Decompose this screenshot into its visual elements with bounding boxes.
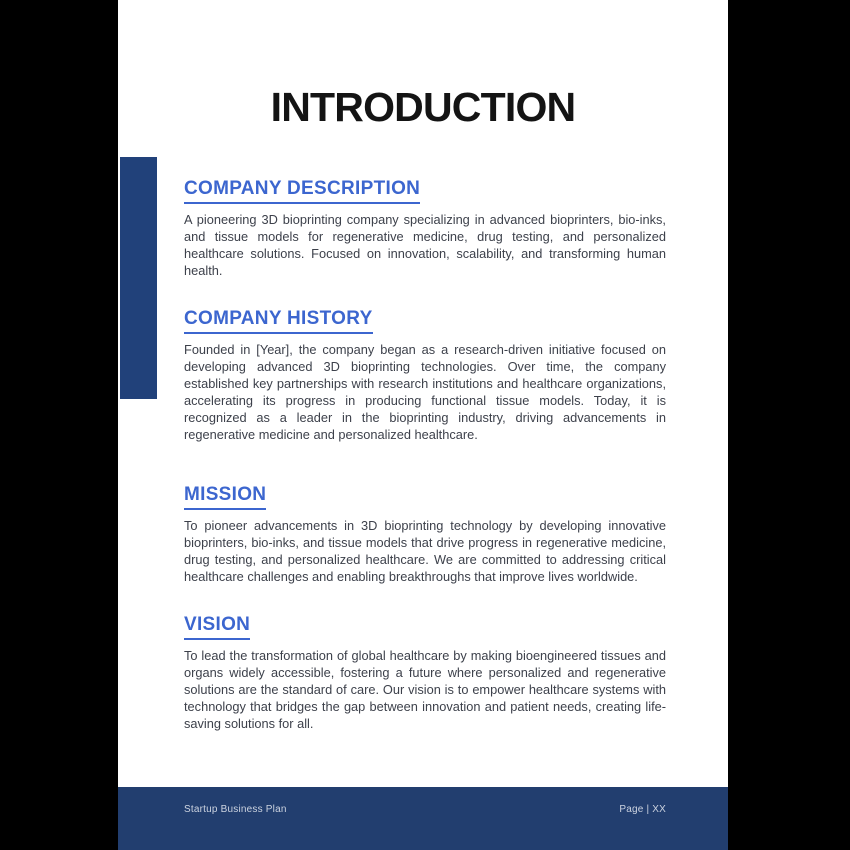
mission-heading: MISSION (184, 483, 266, 510)
company-history-body: Founded in [Year], the company began as a research-driven initiative focused on developing advanced 3D bioprinting technologies. Over time, the company established key partnerships with research institutions and healthcare organizations, accelerating its progress in producing functional tissue models. Today, it is recognized as a leader in the bioprinting industry, driving advancements in regenerative medicine and personalized healthcare. (184, 342, 666, 442)
footer-bar (118, 787, 728, 850)
section-company-description (184, 177, 666, 279)
vision-body: To lead the transformation of global healthcare by making bioengineered tissues and organs widely accessible, fostering a future where personalized and regenerative solutions are the standard of care. Our vision is to empower healthcare systems with technology that bridges the gap between innovation and patient needs, creating life-saving solutions for all. (184, 648, 666, 731)
footer-page-number: Page | XX (619, 804, 666, 815)
page-title: INTRODUCTION (270, 84, 576, 131)
section-mission (184, 483, 666, 585)
company-history-heading: COMPANY HISTORY (184, 307, 373, 334)
left-accent-bar (120, 157, 157, 399)
company-description-body: A pioneering 3D bioprinting company specializing in advanced bioprinters, bio-inks, and tissue models for regenerative medicine, drug testing, and personalized healthcare solutions. Focused on innovation, scalability, and transforming human health. (184, 212, 666, 278)
footer-document-name: Startup Business Plan (184, 804, 287, 815)
section-company-history (184, 307, 666, 443)
mission-body: To pioneer advancements in 3D bioprinting technology by developing innovative bioprinters, bio-inks, and tissue models that drive progress in regenerative medicine, drug testing, and personalized healthcare. We are committed to addressing critical healthcare challenges and enabling breakthroughs that improve lives worldwide. (184, 518, 666, 584)
section-vision (184, 613, 666, 732)
company-description-heading: COMPANY DESCRIPTION (184, 177, 420, 204)
document-page (118, 0, 728, 850)
vision-heading: VISION (184, 613, 250, 640)
